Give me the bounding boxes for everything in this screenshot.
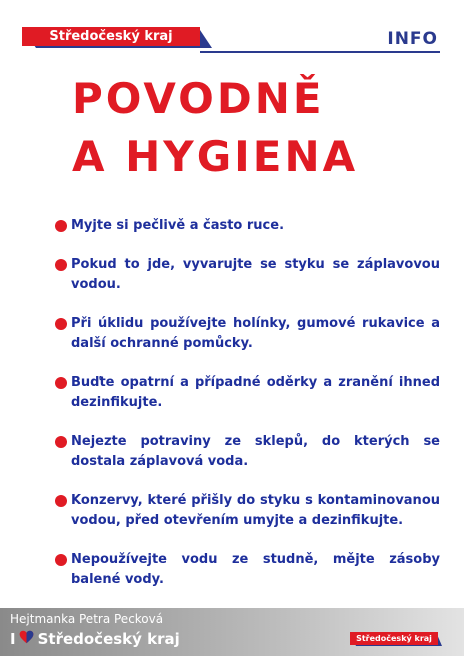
bullet-dot-icon [55,377,67,389]
list-item: Při úklidu používejte holínky, gumové rukavice a další ochranné pomůcky. [55,314,440,354]
footer-love-region [10,630,180,648]
footer-hejtmanka: Hejtmanka Petra Pecková [10,612,164,626]
heart-icon [19,630,34,648]
page-title [72,70,358,186]
hygiene-tips-list [55,216,440,609]
bullet-dot-icon [55,318,67,330]
footer-banner-label: Středočeský kraj [356,634,432,643]
bullet-dot-icon [55,436,67,448]
title-line-2: A HYGIENA [72,132,359,181]
bullet-dot-icon [55,259,67,271]
info-divider [200,51,440,53]
footer-i-letter: I [10,630,16,648]
list-item: Nejezte potraviny ze sklepů, do kterých se dostala záplavová voda. [55,432,440,472]
footer-region-name: Středočeský kraj [37,630,180,648]
list-item: Nepoužívejte vodu ze studně, mějte zásoby balené vody. [55,550,440,590]
footer-region-banner [350,632,442,646]
bullet-dot-icon [55,220,67,232]
header-region-banner [22,27,212,48]
list-item: Myjte si pečlivě a často ruce. [55,216,440,236]
header-region-name: Středočeský kraj [49,29,173,44]
footer [0,608,464,656]
info-label: INFO [387,29,438,49]
list-item: Buďte opatrní a případné oděrky a zranění ihned dezinfikujte. [55,373,440,413]
title-line-1: POVODNĚ [72,74,325,123]
bullet-dot-icon [55,554,67,566]
list-item: Konzervy, které přišly do styku s kontaminovanou vodou, před otevřením umyjte a dezinfikujte. [55,491,440,531]
list-item: Pokud to jde, vyvarujte se styku se záplavovou vodou. [55,255,440,295]
bullet-dot-icon [55,495,67,507]
